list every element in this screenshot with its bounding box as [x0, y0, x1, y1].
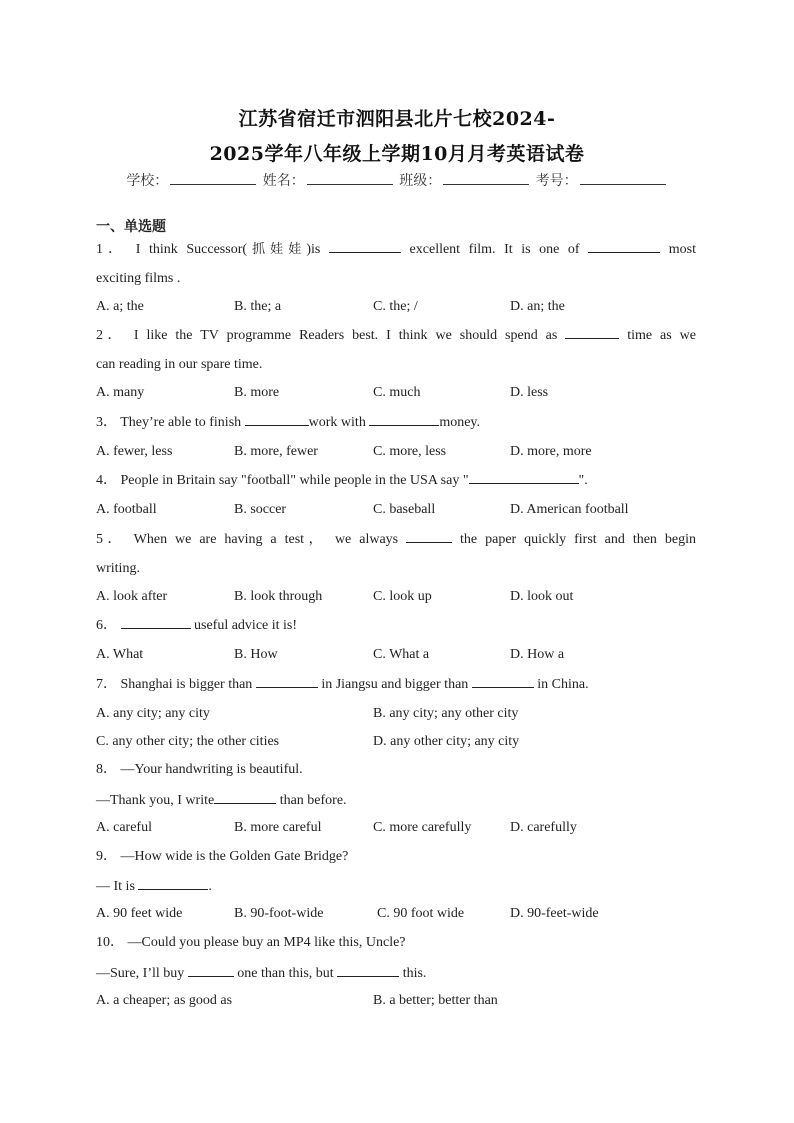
question-1-line-1: 1． I think Successor(抓娃娃)is excellent film. It is one of most [96, 242, 697, 257]
option-a[interactable]: A. 90 feet wide [96, 906, 183, 921]
option-c[interactable]: C. baseball [373, 502, 436, 517]
answer-blank[interactable] [188, 964, 234, 977]
option-b[interactable]: B. any city; any other city [373, 706, 519, 721]
answer-blank[interactable] [138, 877, 208, 890]
class-label: 班级： [399, 173, 442, 189]
answer-blank[interactable] [588, 240, 660, 253]
option-a[interactable]: A. any city; any city [96, 706, 210, 721]
question-9-line-1: 9． —How wide is the Golden Gate Bridge? [96, 849, 349, 864]
option-c[interactable]: C. more, less [373, 444, 447, 459]
option-c[interactable]: C. any other city; the other cities [96, 734, 280, 749]
option-a[interactable]: A. a; the [96, 299, 144, 314]
answer-blank[interactable] [406, 530, 452, 543]
question-9-line-2: — It is . [96, 879, 212, 894]
option-b[interactable]: B. the; a [234, 299, 282, 314]
option-a[interactable]: A. careful [96, 820, 152, 835]
question-3-line-1: 3． They’re able to finish work with money. [96, 415, 481, 430]
option-a[interactable]: A. fewer, less [96, 444, 173, 459]
option-b[interactable]: B. look through [234, 589, 323, 604]
answer-blank[interactable] [369, 413, 439, 426]
option-d[interactable]: D. How a [510, 647, 565, 662]
answer-blank[interactable] [256, 675, 318, 688]
answer-blank[interactable] [565, 326, 619, 339]
option-c[interactable]: C. look up [373, 589, 432, 604]
option-d[interactable]: D. look out [510, 589, 574, 604]
option-c[interactable]: C. much [373, 385, 421, 400]
option-a[interactable]: A. a cheaper; as good as [96, 993, 233, 1008]
answer-blank[interactable] [337, 964, 399, 977]
question-10-line-2: —Sure, I’ll buy one than this, but this. [96, 966, 427, 981]
exam-number-label: 考号： [535, 173, 578, 189]
question-2-line-2: can reading in our spare time. [96, 357, 263, 372]
class-blank[interactable] [443, 172, 529, 185]
question-5-line-1: 5． When we are having a test， we always the paper quickly first and then begin [96, 532, 696, 547]
answer-blank[interactable] [329, 240, 401, 253]
name-blank[interactable] [307, 172, 393, 185]
answer-blank[interactable] [469, 471, 579, 484]
option-b[interactable]: B. more careful [234, 820, 322, 835]
section-title: 一、单选题 [96, 219, 166, 235]
option-d[interactable]: D. carefully [510, 820, 577, 835]
option-c[interactable]: C. What a [373, 647, 430, 662]
option-c[interactable]: C. more carefully [373, 820, 472, 835]
question-6-line-1: 6． useful advice it is! [96, 618, 298, 633]
option-b[interactable]: B. soccer [234, 502, 287, 517]
question-1-line-2: exciting films . [96, 271, 181, 286]
option-a[interactable]: A. football [96, 502, 157, 517]
question-8-line-2: —Thank you, I write than before. [96, 793, 347, 808]
question-7-line-1: 7． Shanghai is bigger than in Jiangsu and bigger than in China. [96, 677, 589, 692]
title-line-2: 2025学年八年级上学期10月月考英语试卷 [209, 143, 585, 165]
option-b[interactable]: B. a better; better than [373, 993, 498, 1008]
option-c[interactable]: C. the; / [373, 299, 418, 314]
student-info-row [0, 170, 794, 190]
question-4-line-1: 4． People in Britain say "football" while people in the USA say " ". [96, 473, 588, 488]
option-d[interactable]: D. less [510, 385, 549, 400]
answer-blank[interactable] [121, 616, 191, 629]
option-b[interactable]: B. more [234, 385, 280, 400]
option-a[interactable]: A. look after [96, 589, 168, 604]
name-label: 姓名： [262, 173, 305, 189]
answer-blank[interactable] [472, 675, 534, 688]
option-a[interactable]: A. What [96, 647, 144, 662]
option-c[interactable]: C. 90 foot wide [377, 906, 465, 921]
title-line-1: 江苏省宿迁市泗阳县北片七校2024- [238, 108, 556, 130]
question-8-line-1: 8． —Your handwriting is beautiful. [96, 762, 303, 777]
option-b[interactable]: B. 90-foot-wide [234, 906, 324, 921]
option-b[interactable]: B. more, fewer [234, 444, 318, 459]
option-b[interactable]: B. How [234, 647, 278, 662]
answer-blank[interactable] [214, 791, 276, 804]
option-d[interactable]: D. American football [510, 502, 629, 517]
school-label: 学校： [126, 173, 169, 189]
option-d[interactable]: D. an; the [510, 299, 565, 314]
option-d[interactable]: D. more, more [510, 444, 592, 459]
option-d[interactable]: D. any other city; any city [373, 734, 520, 749]
question-2-line-1: 2． I like the TV programme Readers best. I think we should spend as time as we [96, 328, 696, 343]
question-10-line-1: 10． —Could you please buy an MP4 like this, Uncle? [96, 935, 406, 950]
option-d[interactable]: D. 90-feet-wide [510, 906, 599, 921]
question-5-line-2: writing. [96, 561, 140, 576]
school-blank[interactable] [170, 172, 256, 185]
exam-number-blank[interactable] [580, 172, 666, 185]
answer-blank[interactable] [245, 413, 309, 426]
option-a[interactable]: A. many [96, 385, 145, 400]
